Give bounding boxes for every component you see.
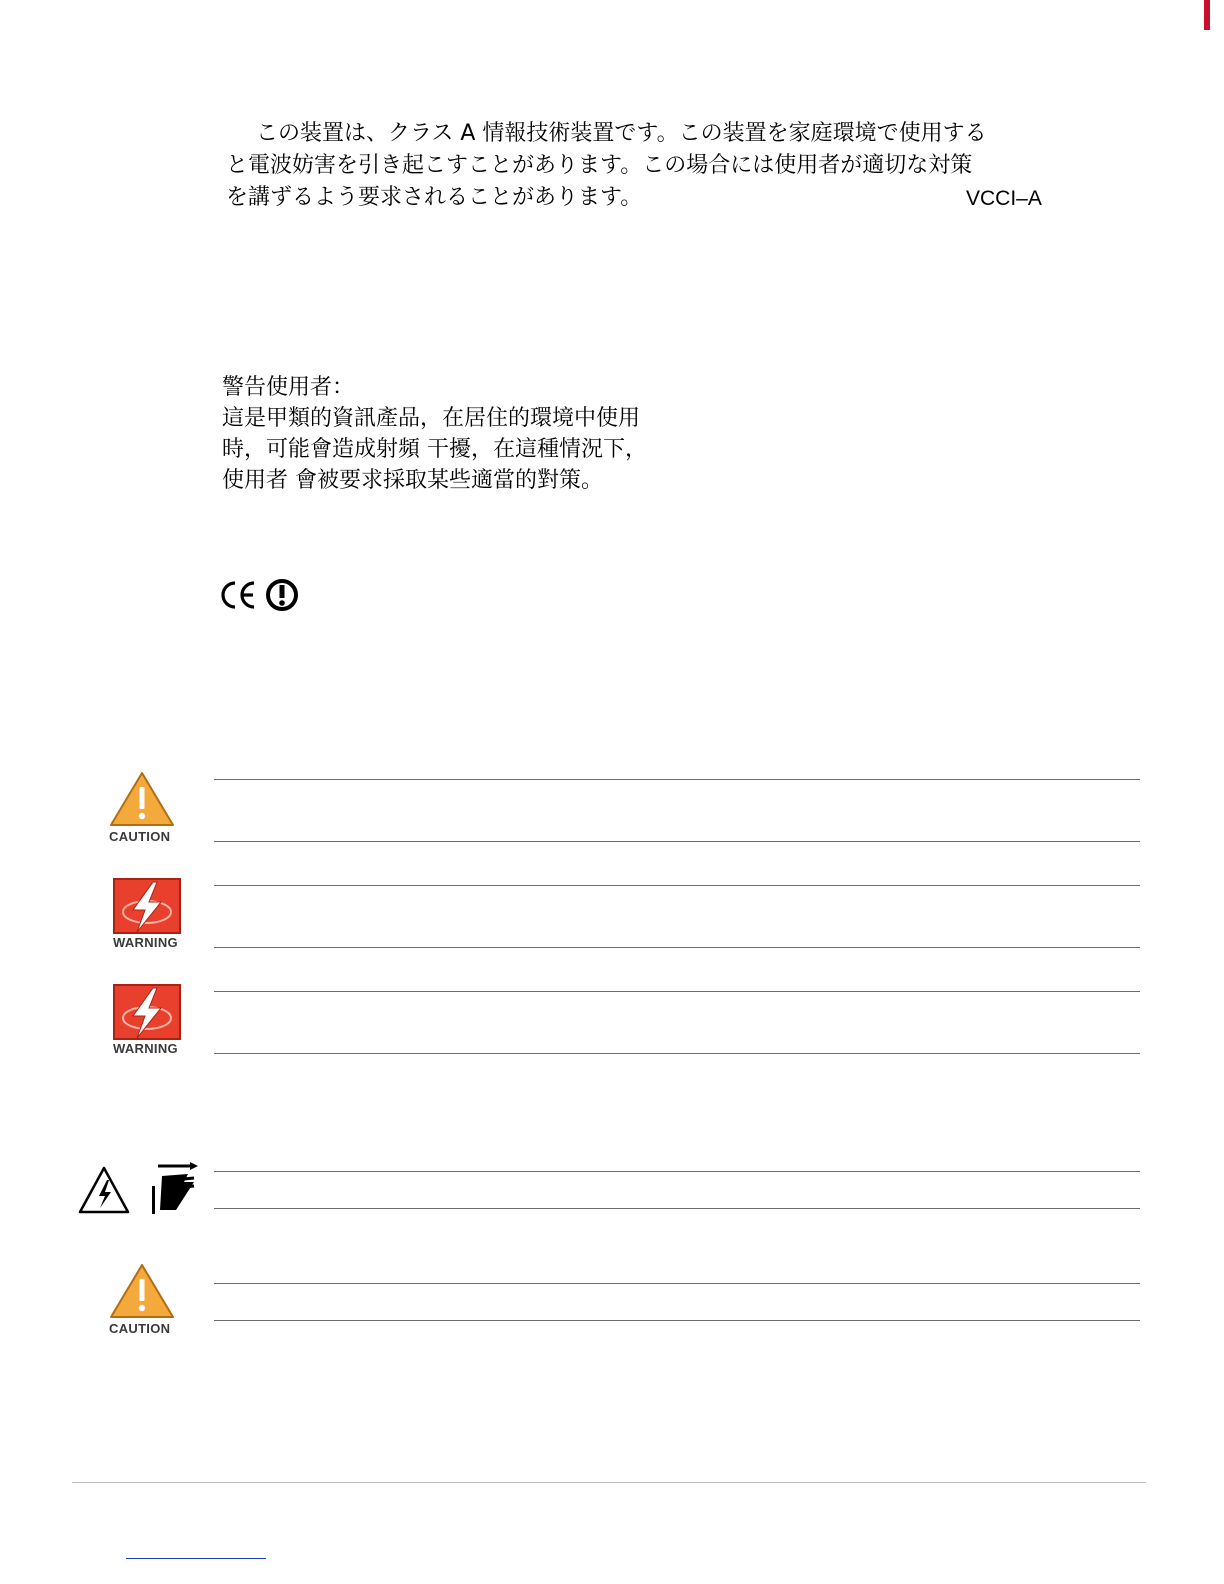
- notice-bottom-rule: [214, 947, 1140, 948]
- caution-icon: [108, 1262, 176, 1320]
- footer-link-underline[interactable]: [126, 1558, 266, 1559]
- ce-alert-mark-icon: [218, 578, 302, 612]
- notice-top-rule: [214, 1283, 1140, 1284]
- bsmi-line: 這是甲類的資訊產品，在居住的環境中使用: [222, 406, 641, 431]
- caution-icon: [108, 770, 176, 828]
- electrical-hazard-icon: [78, 1162, 200, 1216]
- notice-top-rule: [214, 1171, 1140, 1172]
- bsmi-line: 警告使用者：: [222, 375, 355, 400]
- vcci-class-tag: VCCI–A: [966, 187, 1042, 210]
- bsmi-line: 時，可能會造成射頻 干擾，在這種情況下，: [222, 437, 647, 462]
- vcci-line: この装置は、クラス A 情報技術装置です。この装置を家庭環境で使用する: [256, 121, 987, 146]
- warning-icon: [113, 984, 181, 1040]
- warning-icon: [113, 878, 181, 934]
- vcci-statement: [226, 118, 1086, 214]
- warning-caption: WARNING: [113, 935, 178, 950]
- notice-bottom-rule: [214, 1320, 1140, 1321]
- notice-top-rule: [214, 885, 1140, 886]
- footer-divider: [72, 1482, 1146, 1483]
- notice-bottom-rule: [214, 1208, 1140, 1209]
- notice-top-rule: [214, 779, 1140, 780]
- notice-bottom-rule: [214, 1053, 1140, 1054]
- caution-caption: CAUTION: [109, 1321, 171, 1336]
- bsmi-statement: [222, 372, 647, 496]
- caution-caption: CAUTION: [109, 829, 171, 844]
- notice-top-rule: [214, 991, 1140, 992]
- notice-bottom-rule: [214, 841, 1140, 842]
- page-edge-marker: [1204, 0, 1210, 30]
- vcci-line: を講ずるよう要求されることがあります。: [226, 185, 643, 210]
- warning-caption: WARNING: [113, 1041, 178, 1056]
- vcci-line: と電波妨害を引き起こすことがあります。この場合には使用者が適切な対策: [226, 153, 973, 178]
- bsmi-line: 使用者 會被要求採取某些適當的對策。: [222, 468, 603, 493]
